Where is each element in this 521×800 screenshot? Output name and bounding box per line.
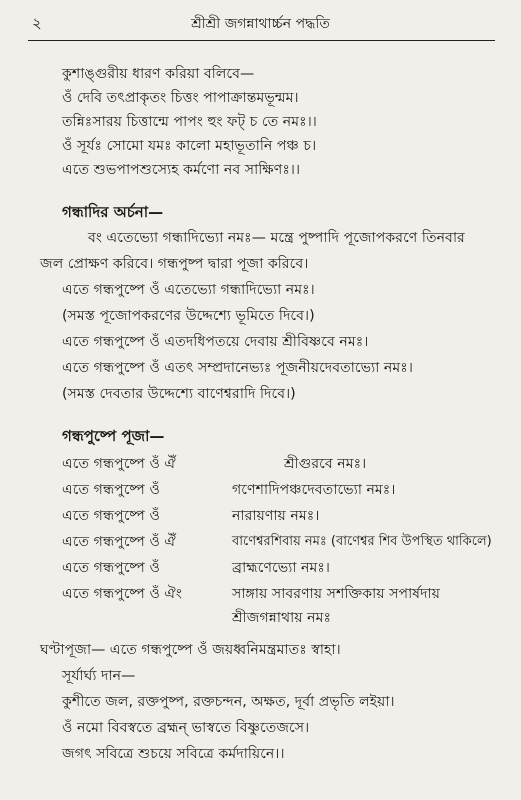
section-heading-gandhadi: গন্ধাদির অর্চনা—: [62, 203, 164, 221]
surya-line: কুশীতে জল, রক্তপুষ্প, রক্তচন্দন, অক্ষত, দূর্বা প্রভৃতি লইয়া।: [62, 694, 395, 710]
row-salutation: নারায়ণায় নমঃ।: [232, 508, 320, 524]
gandhapushpa-continuation: শ্রীজগন্নাথায় নমঃ: [232, 610, 332, 626]
page-number: ২: [32, 14, 42, 32]
gandhadi-line: এতে গন্ধপুষ্পে ওঁ এতেভ্যো গন্ধাদিভ্যো নমঃ।: [62, 282, 315, 298]
gandhadi-note: (সমস্ত পূজোপকরণের উদ্দেশ্যে ভূমিতে দিবে।): [62, 308, 315, 324]
kusha-intro: কুশাঙ্গুরীয় ধারণ করিয়া বলিবে—: [62, 66, 255, 82]
header-rule: [28, 40, 495, 41]
kusha-verse-line: এতে শুভপাপশুস্যেহ কর্মণো নব সাক্ষিণঃ।।: [62, 162, 301, 178]
gandhapushpa-row: [62, 506, 502, 526]
gandhapushpa-row: [62, 454, 502, 474]
surya-line: ওঁ নমো বিবস্বতে ব্রহ্মন্ ভাস্বতে বিষ্ণুতেজসে।: [62, 720, 310, 736]
kusha-verse-line: ওঁ দেবি তৎপ্রাকৃতং চিত্তং পাপাক্রান্তমভূন্মম।: [62, 90, 299, 106]
gandhadi-line: এতে গন্ধপুষ্পে ওঁ এতৎ সম্প্রদানেভ্যঃ পূজনীয়দেবতাভ্যো নমঃ।: [62, 360, 413, 376]
row-invocation: এতে গন্ধপুষ্পে ওঁ ঐং: [62, 586, 182, 602]
gandhapushpa-row: [62, 480, 502, 500]
gandhapushpa-row: [62, 558, 502, 578]
row-salutation: শ্রীগুরবে নমঃ।: [284, 456, 367, 472]
row-salutation: বাণেশ্বরশিবায় নমঃ (বাণেশ্বর শিব উপস্থিত থাকিলে): [232, 534, 492, 549]
row-salutation: সাঙ্গায় সাবরণায় সশক্তিকায় সপার্ষদায়: [232, 586, 441, 602]
row-salutation: ব্রাহ্মণেভ্যো নমঃ।: [232, 560, 331, 576]
gandhadi-note: (সমস্ত দেবতার উদ্দেশ্যে বাণেশ্বরাদি দিবে।): [62, 386, 296, 402]
row-invocation: এতে গন্ধপুষ্পে ওঁ ঐঁ: [62, 456, 176, 472]
ghanta-puja-line: ঘণ্টাপূজা— এতে গন্ধপুষ্পে ওঁ জয়ধ্বনিমন্ত্রমাতঃ স্বাহা।: [40, 642, 341, 658]
gandhadi-line: বং এতেভ্যো গন্ধাদিভ্যো নমঃ— মন্ত্রে পুষ্পাদি পূজোপকরণে তিনবার: [88, 230, 465, 246]
kusha-verse-line: ওঁ সূর্যঃ সোমো যমঃ কালো মহাভূতানি পঞ্চ চ।: [62, 138, 317, 154]
row-invocation: এতে গন্ধপুষ্পে ওঁ: [62, 482, 160, 498]
row-invocation: এতে গন্ধপুষ্পে ওঁ: [62, 560, 160, 576]
section-heading-surya: সূর্যার্ঘ্য দান—: [62, 668, 136, 684]
running-title: শ্রীশ্রী জগন্নাথার্চ্চন পদ্ধতি: [191, 16, 330, 32]
row-salutation: গণেশাদিপঞ্চদেবতাভ্যো নমঃ।: [232, 482, 396, 498]
row-invocation: এতে গন্ধপুষ্পে ওঁ: [62, 508, 160, 524]
gandhapushpa-row: [62, 532, 502, 552]
gandhadi-line: জল প্রোক্ষণ করিবে। গন্ধপুষ্প দ্বারা পূজা করিবে।: [40, 256, 309, 272]
row-invocation: এতে গন্ধপুষ্পে ওঁ ঐঁ: [62, 534, 176, 550]
gandhadi-line: এতে গন্ধপুষ্পে ওঁ এতদধিপতয়ে দেবায় শ্রীবিষ্ণবে নমঃ।: [62, 334, 369, 350]
surya-line: জগৎ সবিত্রে শুচয়ে সবিত্রে কর্মদায়িনে।।: [62, 746, 285, 762]
page-header: [0, 10, 521, 36]
section-heading-gandhapushpa: গন্ধপুষ্পে পূজা—: [62, 427, 165, 445]
kusha-verse-line: তন্নিঃসারয় চিত্তান্মে পাপং হুং ফট্ চ তে নমঃ।।: [62, 114, 317, 130]
gandhapushpa-row: [62, 584, 502, 604]
